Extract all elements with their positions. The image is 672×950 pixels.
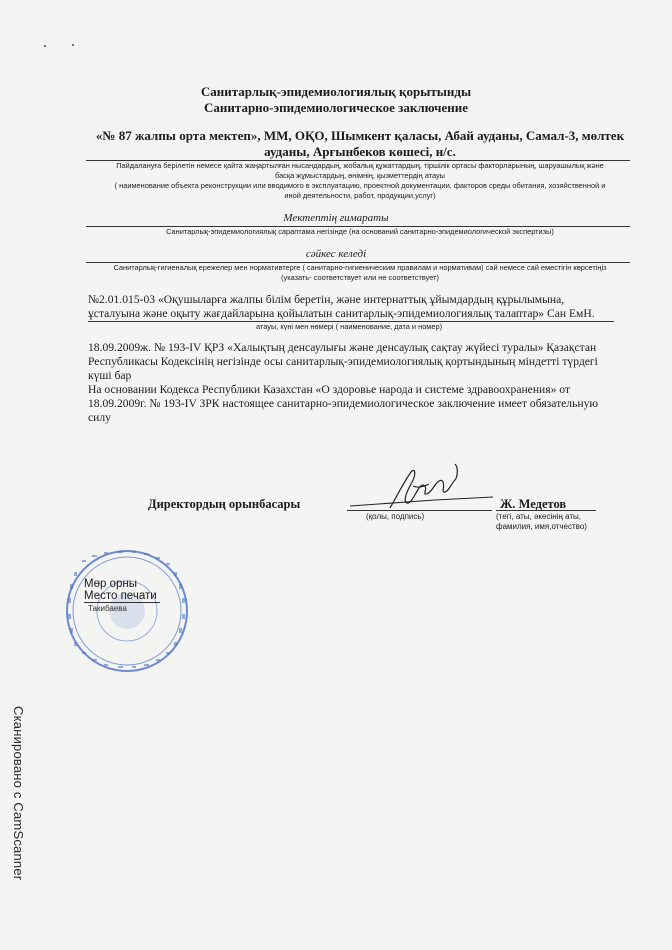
legal-kz-2: Республикасы Кодексінің негізінде осы санитарлық-эпидемиологиялық қортындының міндетті түрдегі (88, 355, 598, 368)
scan-speck (72, 44, 74, 46)
legal-ru-3: силу (88, 411, 111, 424)
object-caption-kz-1: Пайдалануға берілетін немесе қайта жаңартылған нысандардың, жобалық құжаттардың, тіршілік ортасы факторларының, шаруашылық және (116, 161, 604, 170)
stamp-underline (84, 602, 160, 603)
stamp-label-kz: Мөр орны (84, 578, 137, 590)
scanner-watermark: Сканировано с CamScanner (11, 706, 26, 881)
legal-ru-2: 18.09.2009г. № 193-IV ЗРК настоящее санитарно-эпидемиологическое заключение имеет обязательную (88, 397, 599, 410)
legal-kz-1: 18.09.2009ж. № 193-IV ҚРЗ «Халықтың денсаулығы және денсаулық сақтау жүйесі туралы» Қазақстан (88, 341, 597, 354)
compliance-caption-2: (указать- соответствует или не соответствует) (281, 273, 439, 282)
object-caption-ru-2: иной деятельности, работ, продукции,услуг) (284, 191, 436, 200)
stamp-label-ru: Место печати (84, 590, 157, 602)
object-caption-kz-2: басқа жұмыстардың, өнімнің, қызметтердің атауы (275, 171, 445, 180)
stamp-official-name: Такибаева (88, 604, 127, 613)
name-caption-2: фамилия, имя,отчество) (496, 522, 587, 531)
legal-ru-1: На основании Кодекса Республики Казахстан «О здоровье народа и системе здравоохранения» от (88, 383, 570, 396)
regulation-line2: ұсталуына және оқыту жағдайларына қойылатын санитарлық-эпидемиологиялық талаптар» Сан ЕмН. (88, 307, 595, 320)
basis-value: Мектептің ғимараты (283, 212, 389, 224)
object-caption-ru-1: ( наименование объекта реконструкции или вводимого в эксплуатацию, проектной документации, факторов среды обитания, хозяйственной и (114, 181, 606, 190)
signatory-position: Директордың орынбасары (148, 497, 301, 511)
name-caption-1: (тегі, аты, әкесінің аты, (496, 512, 581, 521)
object-name-line1: «№ 87 жалпы орта мектеп», ММ, ОҚО, Шымкент қаласы, Абай ауданы, Самал-3, мөлтек (95, 128, 625, 143)
legal-kz-3: күші бар (88, 369, 132, 382)
signatory-name: Ж. Медетов (500, 497, 567, 511)
signature-underline (347, 510, 492, 511)
compliance-caption-1: Санитарлық-гигиеналық ережелер мен нормативтерге ( санитарно-гигиеническим правилам и нормативам) сай немесе сай еместігін көрсетіңіз (113, 263, 607, 272)
official-seal (62, 546, 192, 676)
regulation-line1: №2.01.015-03 «Оқушыларға жалпы білім беретін, және интернаттық ұйымдардың құрылымына, (88, 293, 565, 306)
basis-caption: Санитарлық-эпидемиологиялық сараптама негізінде (на оснований санитарно-эпидемиологической экспертизы) (166, 227, 554, 236)
name-underline (496, 510, 596, 511)
scan-speck (44, 45, 46, 47)
document-title-ru: Санитарно-эпидемиологическое заключение (204, 100, 468, 115)
compliance-value: сәйкес келеді (305, 248, 367, 260)
object-name-line2: ауданы, Арғынбеков көшесі, н/с. (264, 144, 456, 159)
signature-caption: (қолы, подпись) (366, 512, 425, 521)
regulation-caption: атауы, күні мен нөмері ( наименование, дата и номер) (256, 322, 443, 331)
handwritten-signature (345, 458, 495, 518)
document-title-kz: Санитарлық-эпидемиологиялық қорытынды (200, 84, 472, 99)
